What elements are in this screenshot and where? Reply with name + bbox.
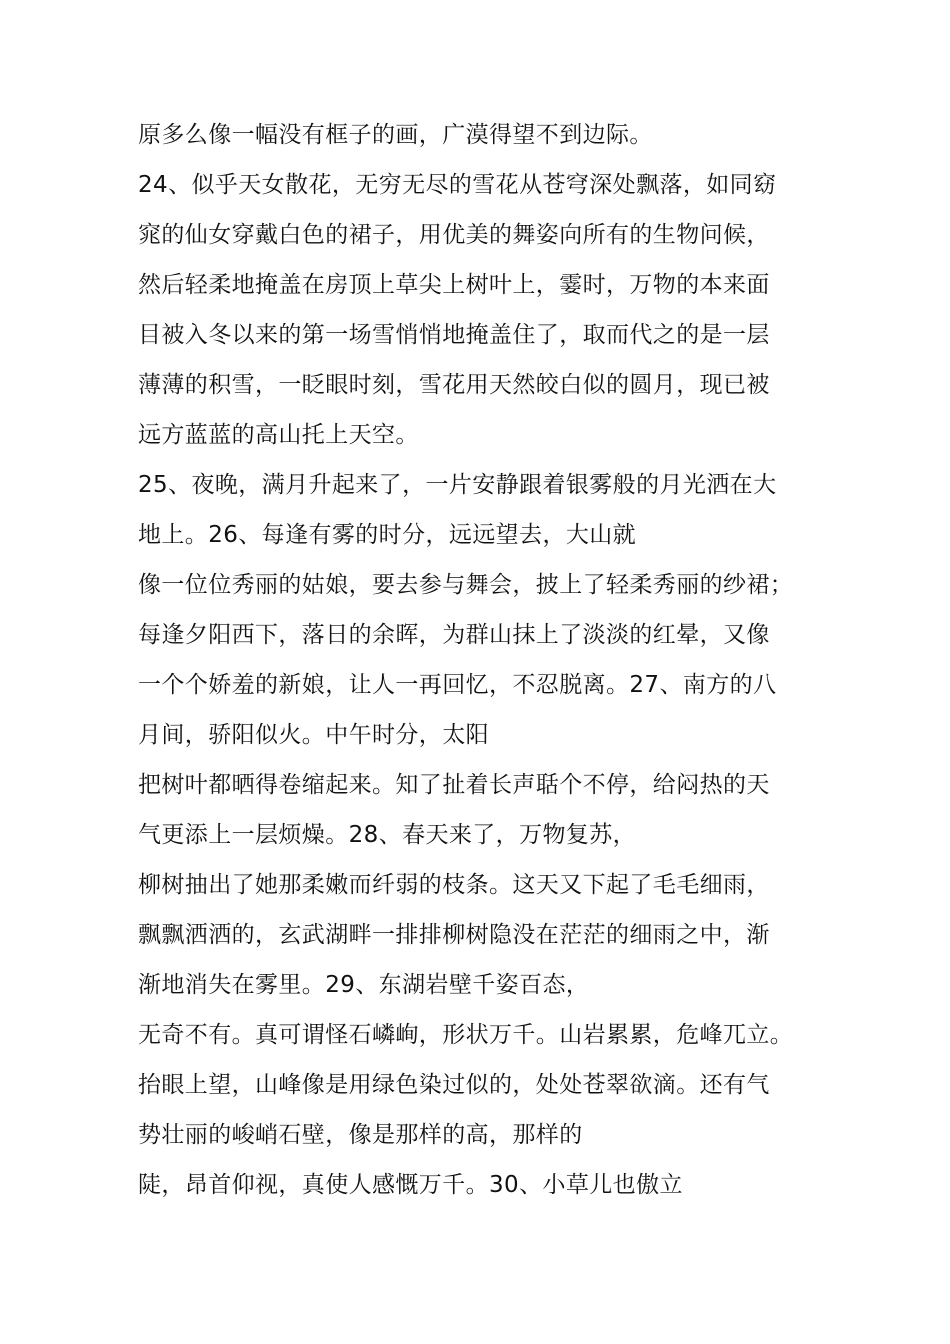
text-line: 像一位位秀丽的姑娘，要去参与舞会，披上了轻柔秀丽的纱裙； — [138, 572, 794, 598]
text-line: 气更添上一层烦燥。28、春天来了，万物复苏， — [138, 822, 637, 848]
text-line: 柳树抽出了她那柔嫩而纤弱的枝条。这天又下起了毛毛细雨， — [138, 872, 770, 898]
text-line: 把树叶都晒得卷缩起来。知了扯着长声聒个不停，给闷热的天 — [138, 772, 770, 798]
text-line: 势壮丽的峻峭石壁，像是那样的高，那样的 — [138, 1122, 583, 1148]
text-line: 远方蓝蓝的高山托上天空。 — [138, 422, 419, 448]
text-line: 一个个娇羞的新娘，让人一再回忆，不忍脱离。27、南方的八 — [138, 672, 777, 698]
text-line: 陡，昂首仰视，真使人感慨万千。30、小草儿也傲立 — [138, 1172, 683, 1198]
text-line: 目被入冬以来的第一场雪悄悄地掩盖住了，取而代之的是一层 — [138, 322, 770, 348]
text-line: 抬眼上望，山峰像是用绿色染过似的，处处苍翠欲滴。还有气 — [138, 1072, 770, 1098]
text-line: 原多么像一幅没有框子的画，广漠得望不到边际。 — [138, 122, 653, 148]
text-line: 薄薄的积雪，一眨眼时刻，雪花用天然皎白似的圆月，现已被 — [138, 372, 770, 398]
text-line: 窕的仙女穿戴白色的裙子，用优美的舞姿向所有的生物问候， — [138, 222, 770, 248]
text-line: 然后轻柔地掩盖在房顶上草尖上树叶上，霎时，万物的本来面 — [138, 272, 770, 298]
text-line: 24、似乎天女散花，无穷无尽的雪花从苍穹深处飘落，如同窈 — [138, 172, 777, 198]
text-line: 25、夜晚，满月升起来了，一片安静跟着银雾般的月光洒在大 — [138, 472, 777, 498]
text-line: 地上。26、每逢有雾的时分，远远望去，大山就 — [138, 522, 637, 548]
text-line: 月间，骄阳似火。中午时分，太阳 — [138, 722, 489, 748]
body-text — [138, 116, 838, 1216]
text-line: 渐地消失在雾里。29、东湖岩壁千姿百态， — [138, 972, 590, 998]
text-line: 飘飘洒洒的，玄武湖畔一排排柳树隐没在茫茫的细雨之中，渐 — [138, 922, 770, 948]
text-line: 每逢夕阳西下，落日的余晖，为群山抹上了淡淡的红晕，又像 — [138, 622, 770, 648]
text-line: 无奇不有。真可谓怪石嶙峋，形状万千。山岩累累，危峰兀立。 — [138, 1022, 794, 1048]
